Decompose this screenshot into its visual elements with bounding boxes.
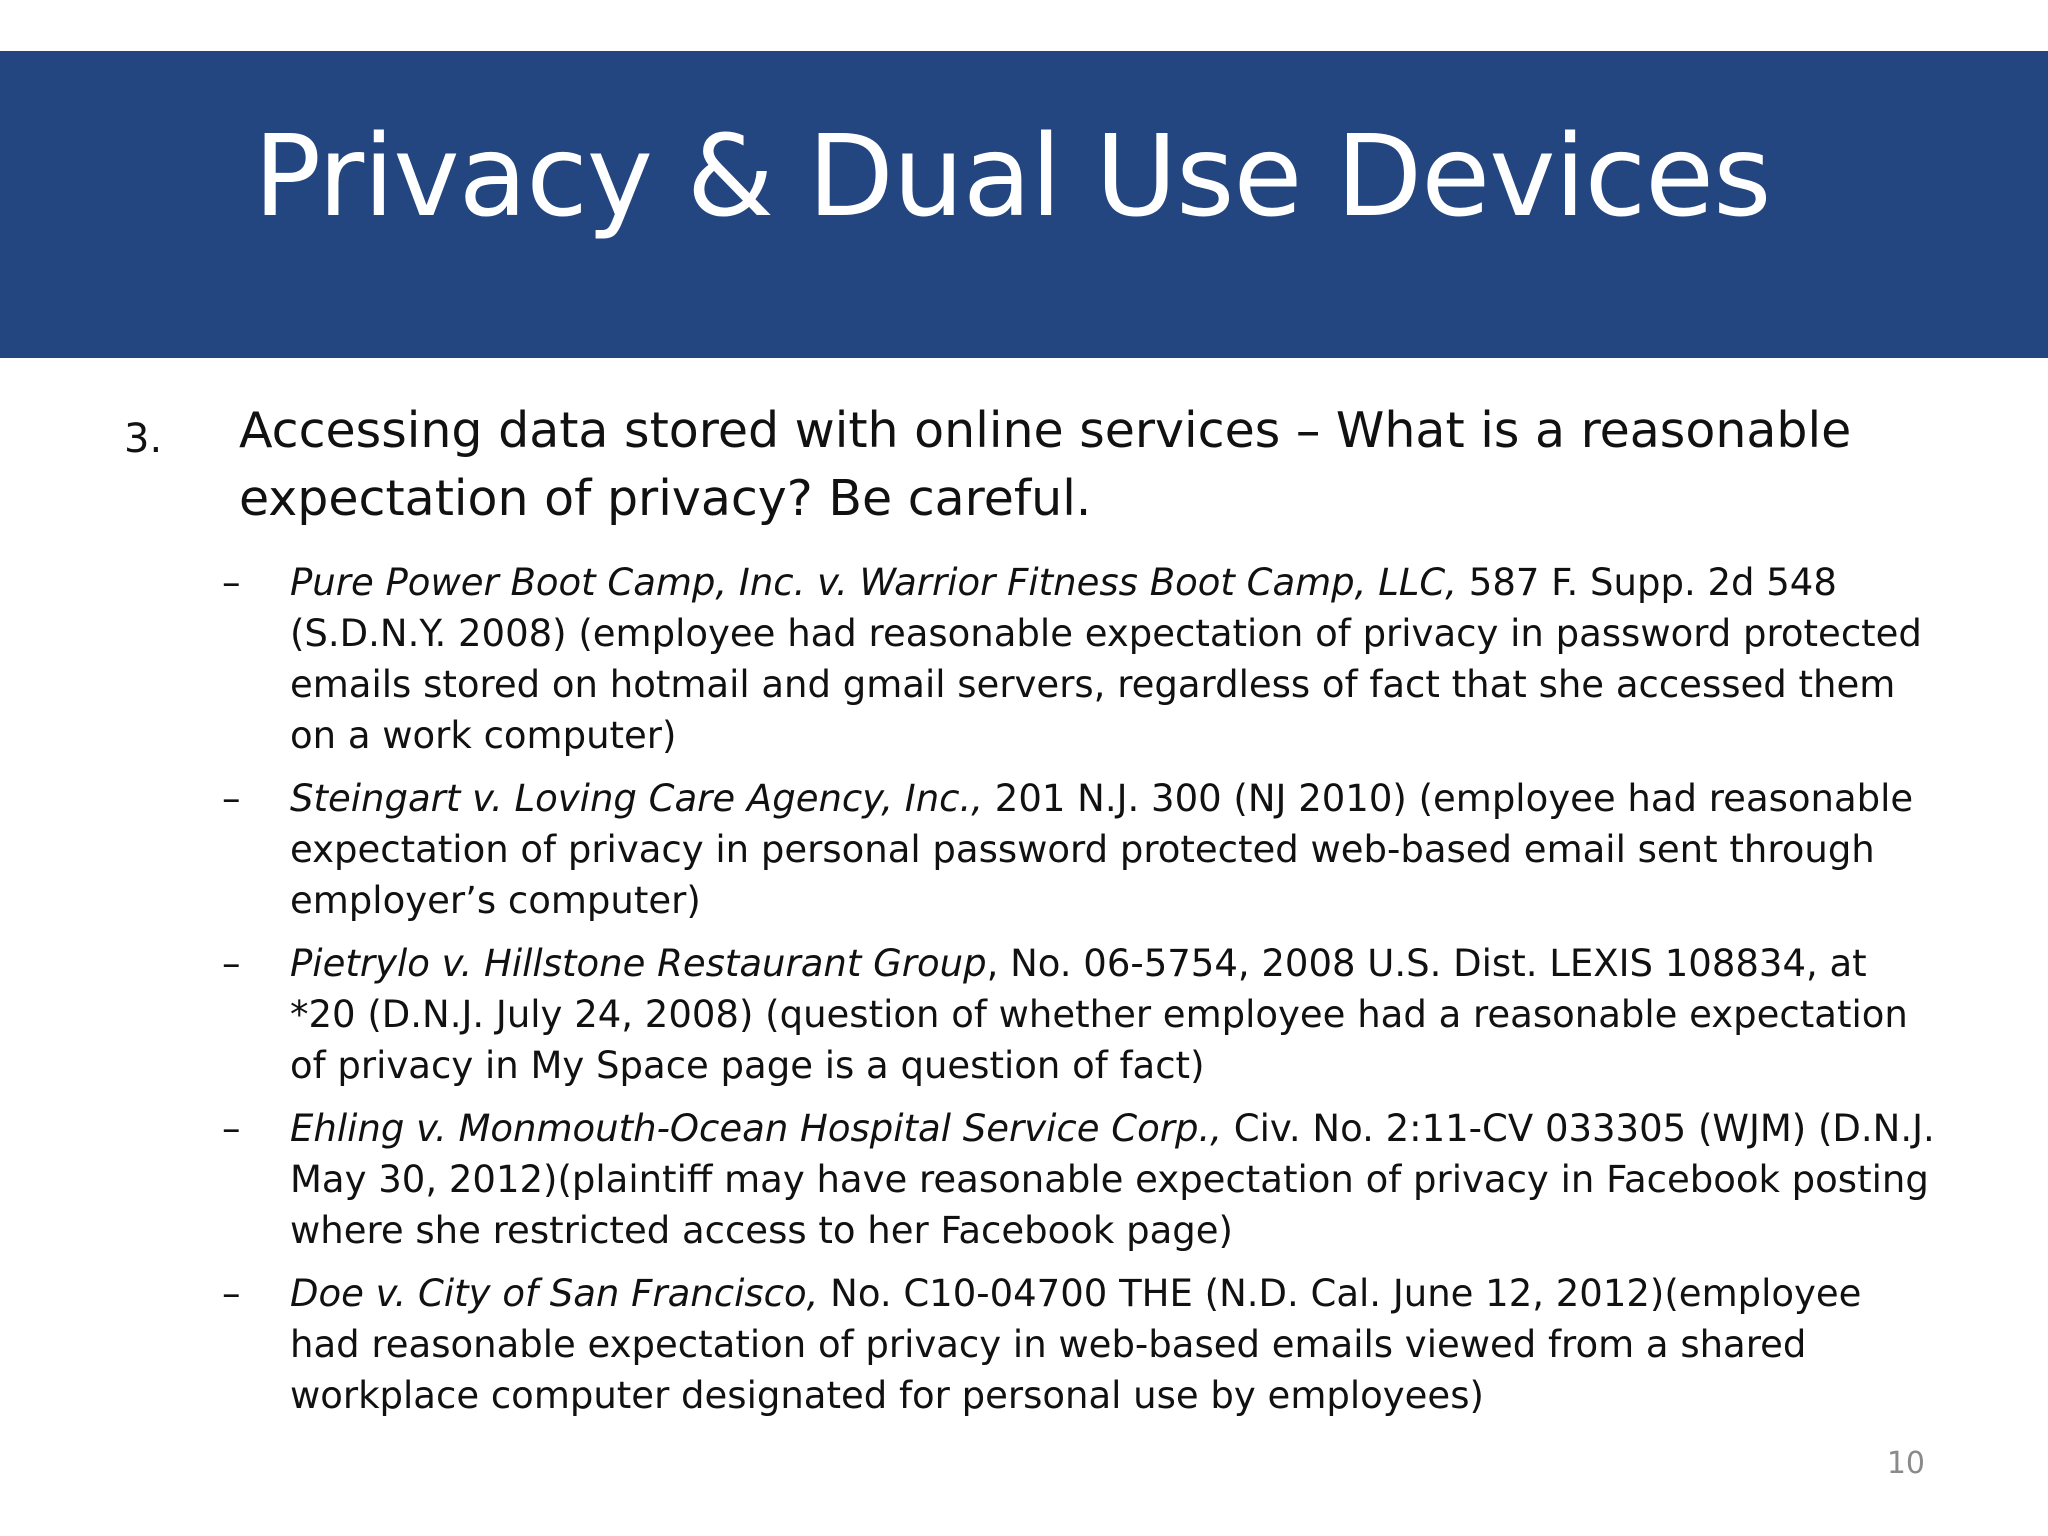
dash-bullet: – [222, 777, 241, 820]
slide-title: Privacy & Dual Use Devices [253, 111, 1771, 242]
title-band [0, 51, 2048, 358]
case-name: Steingart v. Loving Care Agency, Inc., [290, 777, 984, 820]
case-item [222, 1268, 1942, 1421]
dash-bullet: – [222, 561, 241, 604]
case-detail: , No. 06-5754, 2008 U.S. Dist. LEXIS 108834, at *20 (D.N.J. July 24, 2008) (question of whether employee had a reasonable expectation of privacy in My Space page is a question of fact) [290, 942, 1908, 1087]
case-item [222, 557, 1942, 761]
case-name: Pure Power Boot Camp, Inc. v. Warrior Fitness Boot Camp, LLC, [290, 561, 1458, 604]
dash-bullet: – [222, 1272, 241, 1315]
case-name: Doe v. City of San Francisco, [290, 1272, 819, 1315]
dash-bullet: – [222, 942, 241, 985]
case-name: Ehling v. Monmouth-Ocean Hospital Service Corp., [290, 1107, 1222, 1150]
page-number: 10 [1886, 1446, 1925, 1481]
case-detail: No. C10-04700 THE (N.D. Cal. June 12, 2012)(employee had reasonable expectation of privacy in web-based emails viewed from a shared workplace computer designated for personal use by employees) [290, 1272, 1862, 1417]
dash-bullet: – [222, 1107, 241, 1150]
case-item [222, 1103, 1942, 1256]
case-detail: 587 F. Supp. 2d 548 (S.D.N.Y. 2008) (employee had reasonable expectation of privacy in password protected emails stored on hotmail and gmail servers, regardless of fact that she accessed them on a work computer) [290, 561, 1922, 757]
case-item [222, 938, 1942, 1091]
case-detail: Civ. No. 2:11-CV 033305 (WJM) (D.N.J. May 30, 2012)(plaintiff may have reasonable expectation of privacy in Facebook posting where she restricted access to her Facebook page) [290, 1107, 1935, 1252]
point-number: 3. [124, 416, 163, 462]
case-name: Pietrylo v. Hillstone Restaurant Group [290, 942, 987, 985]
point-text: Accessing data stored with online services – What is a reasonable expectation of privacy? Be careful. [239, 402, 1852, 527]
case-list [222, 557, 1942, 1433]
case-item [222, 773, 1942, 926]
case-detail: 201 N.J. 300 (NJ 2010) (employee had reasonable expectation of privacy in personal password protected web-based email sent through employer’s computer) [290, 777, 1914, 922]
